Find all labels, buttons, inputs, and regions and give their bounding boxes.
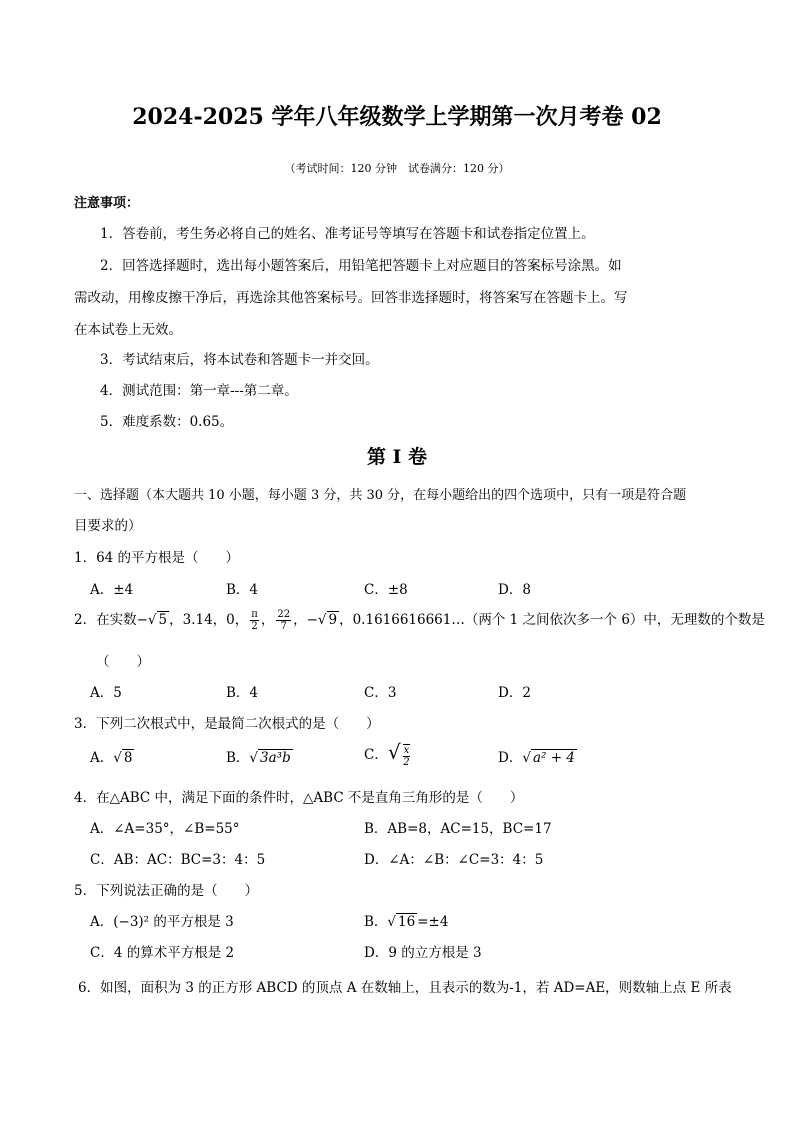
q2-prefix: 2．在实数 [74,612,137,628]
q2-option-a: A．5 [90,685,122,701]
q2-seq: ，3.14，0， [169,612,249,628]
question-6: 6．如图，面积为 3 的正方形 ABCD 的顶点 A 在数轴上，且表示的数为-1，若 AD=AE，则数轴上点 E 所表 [78,980,732,996]
section-title: 第 Ⅰ 卷 [366,446,428,468]
note-3: 3．考试结束后，将本试卷和答题卡一并交回。 [100,352,379,368]
q1-option-a: A．±4 [90,582,134,598]
question-4: 4．在△ABC 中，满足下面的条件时，△ABC 不是直角三角形的是（ ） [74,790,524,806]
notes-heading: 注意事项： [74,196,140,211]
q4-option-b: B．AB=8，AC=15，BC=17 [364,821,552,837]
q2-option-c: C．3 [364,685,397,701]
part1-instructions-cont: 目要求的） [74,518,142,534]
note-2b: 需改动，用橡皮擦干净后，再选涂其他答案标号。回答非选择题时，将答案写在答题卡上。写 [74,290,628,306]
q3-option-d: D．√ a² + 4 [498,750,575,766]
q2-option-b: B．4 [226,685,259,701]
note-4: 4．测试范围：第一章---第二章。 [100,383,298,399]
q2-tail: ，0.1616616661…（两个 1 之间依次多一个 6）中，无理数的个数是 [339,612,765,628]
note-2c: 在本试卷上无效。 [74,322,182,338]
q5-option-a: A．(−3)² 的平方根是 3 [90,914,234,930]
q2-comma-2: ， [293,612,307,628]
q3-option-b: B．√ 3a³b [226,750,291,766]
note-1: 1．答卷前，考生务必将自己的姓名、准考证号等填写在答题卡和试卷指定位置上。 [100,226,595,242]
question-1: 1．64 的平方根是（ ） [74,550,240,566]
q4-option-d: D．∠A：∠B：∠C=3：4：5 [364,852,544,868]
exam-info: （考试时间：120 分钟 试卷满分：120 分） [284,162,510,175]
note-5: 5．难度系数：0.65。 [100,414,234,430]
question-5: 5．下列说法正确的是（ ） [74,883,259,899]
question-2 [74,608,765,632]
question-3: 3．下列二次根式中，是最简二次根式的是（ ） [74,716,380,732]
sqrt-9: √ 9 [317,612,338,628]
note-2a: 2．回答选择题时，选出每小题答案后，用铅笔把答题卡上对应题目的答案标号涂黑。如 [100,258,622,274]
q2-comma: ， [260,612,275,628]
q5-option-d: D．9 的立方根是 3 [364,945,482,961]
q1-option-c: C．±8 [364,582,408,598]
q4-option-a: A．∠A=35°，∠B=55° [90,821,240,837]
q5-option-c: C．4 的算术平方根是 2 [90,945,235,961]
q1-option-d: D．8 [498,582,531,598]
q1-option-b: B．4 [226,582,259,598]
pi-over-2: $\frac{\pi}{2}$ [251,609,258,632]
sqrt-5: √ 5 [147,612,168,628]
part1-instructions: 一、选择题（本大题共 10 小题，每小题 3 分，共 30 分，在每小题给出的四个选项中，只有一项是符合题 [74,488,687,503]
frac-22-7: $\frac{22}{7}$ [277,609,291,632]
q5-option-b: B．√ 16 =±4 [364,914,449,930]
q3-option-a: A．√ 8 [90,750,133,766]
q4-option-c: C．AB：AC：BC=3：4：5 [90,852,266,868]
q2-answer-paren: （ ） [96,654,150,670]
q2-option-d: D．2 [498,685,531,701]
q3-option-c: C．√ $\frac{x}{2}$ [364,740,410,768]
q2-neg: − [136,612,148,628]
q2-neg-2: − [306,612,318,628]
page-title: 2024-2025 学年八年级数学上学期第一次月考卷 02 [132,104,662,130]
